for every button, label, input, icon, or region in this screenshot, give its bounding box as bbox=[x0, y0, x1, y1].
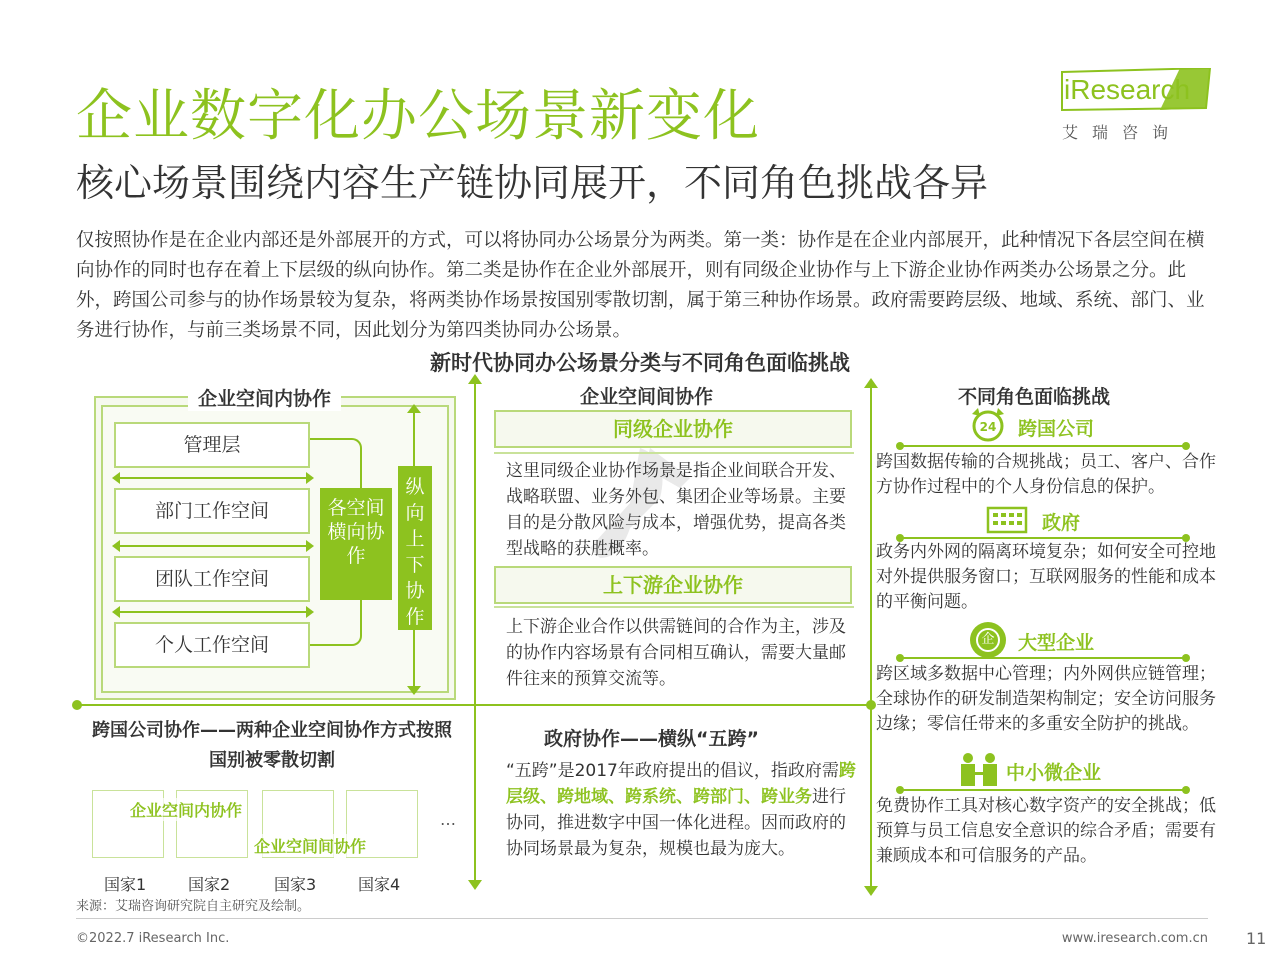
layer-management: 管理层 bbox=[114, 422, 310, 468]
arrow-up-icon bbox=[468, 374, 482, 384]
country-label-1: 国家1 bbox=[104, 875, 147, 894]
gov-text-after: 进行协同，推进数字中国一体化进程。因而政府的协同场景最为复杂，规模也最为庞大。 bbox=[506, 787, 846, 859]
role-multinational-text: 跨国数据传输的合规挑战；员工、客户、合作方协作过程中的个人身份信息的保护。 bbox=[876, 452, 1216, 497]
role-government-text: 政务内外网的隔离环境复杂；如何安全可控地对外提供服务窗口；互联网服务的性能和成本的平衡问题。 bbox=[876, 542, 1216, 612]
role-smb-text: 免费协作工具对核心数字资产的安全挑战；低预算与员工信息安全意识的综合矛盾；需要有兼顾成本和可信服务的产品。 bbox=[876, 796, 1216, 866]
right-divider-axis bbox=[870, 386, 872, 890]
vertical-divider-axis bbox=[474, 382, 476, 882]
layer-team: 团队工作空间 bbox=[114, 556, 310, 602]
supply-underline bbox=[494, 606, 854, 608]
peer-enterprise-text: 这里同级企业协作场景是指企业间联合开发、战略联盟、业务外包、集团企业等场景。主要目的是分散风险与成本，增强优势，提高各类型战略的获胜概率。 bbox=[506, 461, 846, 559]
role-government: 政府 bbox=[1042, 512, 1081, 534]
layer-personal: 个人工作空间 bbox=[114, 622, 310, 668]
government-collab-text bbox=[506, 758, 856, 862]
page-title: 企业数字化办公场景新变化 bbox=[76, 84, 760, 149]
page-number: 11 bbox=[1246, 929, 1267, 948]
peer-enterprise-box: 同级企业协作 bbox=[494, 410, 852, 448]
logo-text: iResearch bbox=[1064, 74, 1191, 105]
page-subtitle: 核心场景围绕内容生产链协同展开，不同角色挑战各异 bbox=[76, 161, 989, 205]
government-collab-heading: 政府协作——横纵“五跨” bbox=[544, 728, 759, 750]
gov-text-highlight: 跨层级、跨地域、跨系统、跨部门、跨业务 bbox=[506, 761, 856, 807]
country-label-4: 国家4 bbox=[358, 875, 401, 894]
more-countries-ellipsis: … bbox=[440, 810, 456, 829]
axis-dot-icon bbox=[72, 700, 82, 710]
people-icon bbox=[958, 752, 1000, 788]
role-large-enterprise: 大型企业 bbox=[1018, 632, 1095, 654]
horizontal-arrow bbox=[118, 477, 308, 479]
multinational-collab-heading: 跨国公司协作——两种企业空间协作方式按照国别被零散切割 bbox=[92, 720, 452, 771]
role-divider bbox=[900, 789, 1186, 791]
footer-divider bbox=[76, 918, 1208, 919]
svg-text:24: 24 bbox=[979, 420, 997, 434]
arrow-down-icon bbox=[468, 880, 482, 890]
vertical-collab-label: 纵向上下协作 bbox=[398, 466, 432, 630]
supply-chain-box: 上下游企业协作 bbox=[494, 566, 852, 604]
country-label-3: 国家3 bbox=[274, 875, 317, 894]
role-multinational: 跨国公司 bbox=[1018, 418, 1095, 440]
internal-panel-heading: 企业空间内协作 bbox=[188, 384, 341, 411]
role-divider bbox=[900, 537, 1186, 539]
inter-enterprise-heading: 企业空间间协作 bbox=[580, 386, 714, 408]
intra-space-bar-label: 企业空间内协作 bbox=[130, 798, 242, 821]
arrow-up-icon bbox=[407, 404, 421, 413]
role-divider bbox=[900, 657, 1186, 659]
intro-paragraph: 仅按照协作是在企业内部还是外部展开的方式，可以将协同办公场景分为两类。第一类：协作是在企业内部展开，此种情况下各层空间在横向协作的同时也存在着上下层级的纵向协作。第二类是协作在企业外部展开，则有同级企业协作与上下游企业协作两类办公场景之分。此外，跨国公司参与的协作场景较为复杂，将两类协作场景按国别零散切割，属于第三种协作场景。政府需要跨层级、地域、系统、部门、业务进行协作，与前三类场景不同，因此划分为第四类协同办公场景。 bbox=[76, 230, 1205, 341]
role-divider bbox=[900, 445, 1186, 447]
role-smb: 中小微企业 bbox=[1006, 762, 1102, 784]
arrow-up-icon bbox=[864, 378, 878, 388]
supply-chain-text: 上下游企业合作以供需链间的合作为主，涉及的协作内容场景有合同相互确认，需要大量邮件往来的预算交流等。 bbox=[506, 617, 846, 689]
role-challenges-heading: 不同角色面临挑战 bbox=[958, 386, 1111, 408]
country-label-2: 国家2 bbox=[188, 875, 231, 894]
enterprise-icon bbox=[970, 622, 1006, 658]
iresearch-logo bbox=[1060, 68, 1220, 148]
source-note: 来源：艾瑞咨询研究院自主研究及绘制。 bbox=[76, 899, 311, 914]
building-icon bbox=[986, 504, 1028, 534]
layer-department: 部门工作空间 bbox=[114, 488, 310, 534]
gov-text-before: “五跨”是2017年政府提出的倡议，指政府需 bbox=[506, 761, 839, 781]
arrow-down-icon bbox=[407, 686, 421, 695]
diagram-title: 新时代协同办公场景分类与不同角色面临挑战 bbox=[430, 351, 850, 375]
enterprise-icon-char: 企 bbox=[976, 628, 1000, 652]
horizontal-arrow bbox=[118, 611, 308, 613]
inter-space-bar-label: 企业空间间协作 bbox=[254, 834, 366, 857]
globe-24-icon bbox=[966, 404, 1010, 444]
website-link[interactable]: www.iresearch.com.cn bbox=[1061, 931, 1208, 946]
copyright: ©2022.7 iResearch Inc. bbox=[76, 931, 230, 946]
role-large-enterprise-text: 跨区域多数据中心管理；内外网供应链管理；全球协作的研发制造架构制定；安全访问服务边缘；零信任带来的多重安全防护的挑战。 bbox=[876, 664, 1216, 734]
horizontal-collab-label: 各空间横向协作 bbox=[320, 488, 392, 600]
logo-cn-text: 艾瑞咨询 bbox=[1062, 123, 1183, 142]
peer-underline bbox=[494, 452, 854, 454]
arrow-down-icon bbox=[864, 886, 878, 896]
horizontal-arrow bbox=[118, 545, 308, 547]
